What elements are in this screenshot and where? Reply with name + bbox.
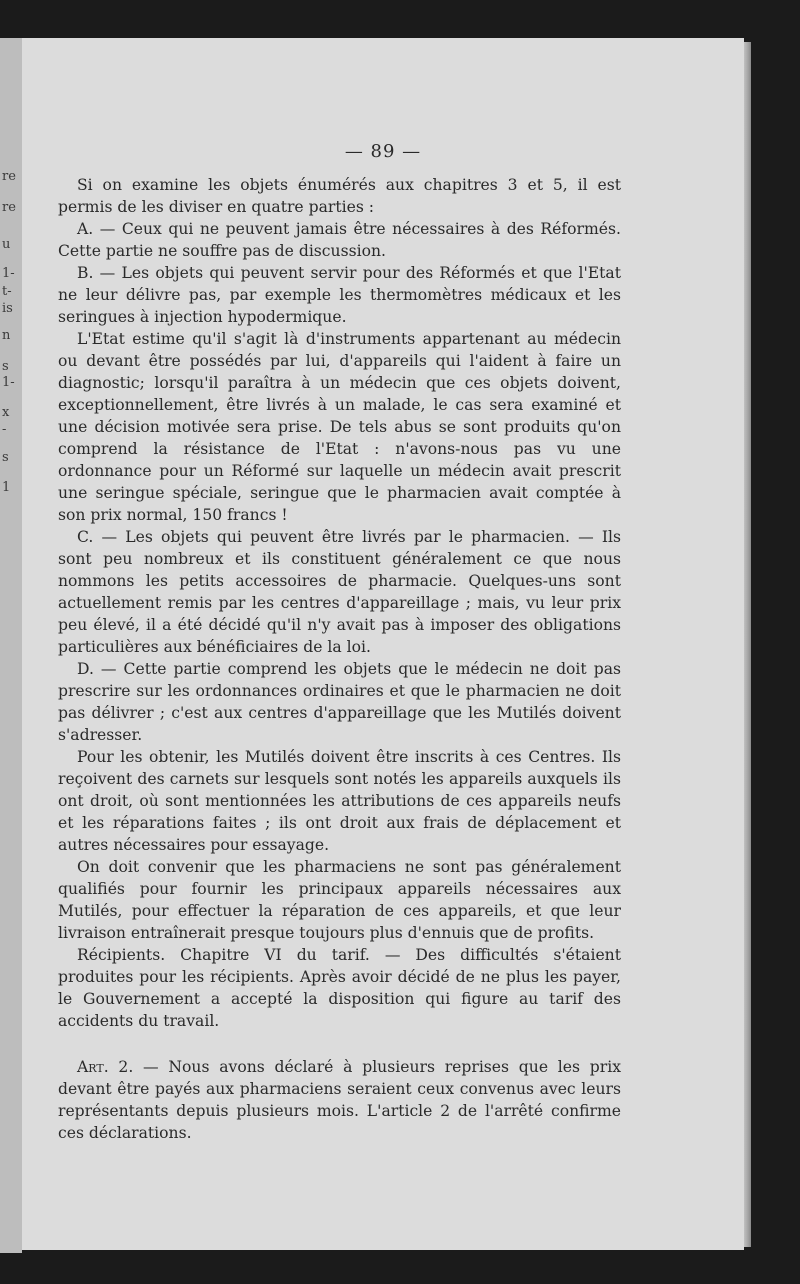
article-text: . 2. — Nous avons déclaré à plusieurs reprises que les prix devant être payés aux pharmaciens seraient ceux convenus avec leurs représentants depuis plusieurs mois. L'article 2 de l'arrêté confirme ces déclarations. — [58, 1058, 621, 1142]
paragraph-recipients: Récipients. Chapitre VI du tarif. — Des difficultés s'étaient produites pour les récipients. Après avoir décidé de ne plus les payer, le Gouvernement a accepté la disposition qui figure au tarif des accidents du travail. — [58, 946, 621, 1030]
left-page-fragment: n — [2, 328, 11, 343]
left-page-fragment: u — [2, 237, 11, 252]
paragraph-b: B. — Les objets qui peuvent servir pour des Réformés et que l'Etat ne leur délivre pas, par exemple les thermomètres médicaux et les seringues à injection hypodermique. — [58, 264, 621, 326]
paragraph-etat: L'Etat estime qu'il s'agit là d'instruments appartenant au médecin ou devant être possédés par lui, d'appareils qui l'aident à faire un diagnostic; lorsqu'il paraîtra à un médecin que ces objets doivent, exceptionnellement, être livrés à un malade, le cas sera examiné et une décision motivée sera prise. De tels abus se sont produits qu'on comprend la résistance de l'Etat : n'avons-nous pas vu une ordonnance pour un Réformé sur laquelle un médecin avait prescrit une seringue spéciale, seringue que le pharmacien avait comptée à son prix normal, 150 francs ! — [58, 330, 621, 524]
paragraph-pharmaciens: On doit convenir que les pharmaciens ne sont pas généralement qualifiés pour fournir les principaux appareils nécessaires aux Mutilés, pour effectuer la réparation de ces appareils, et que leur livraison entraînerait presque toujours plus d'ennuis que de profits. — [58, 858, 621, 942]
adjacent-page-edge — [0, 38, 22, 1253]
left-page-fragment: s — [2, 450, 9, 465]
left-page-fragment: 1 — [2, 480, 11, 495]
paragraph-obtenir: Pour les obtenir, les Mutilés doivent être inscrits à ces Centres. Ils reçoivent des carnets sur lesquels sont notés les appareils auxquels ils ont droit, où sont mentionnées les attributions de ces appareils neufs et les réparations faites ; ils ont droit aux frais de déplacement et autres nécessaires pour essayage. — [58, 748, 621, 854]
left-page-fragment: s — [2, 359, 9, 374]
paragraph-d: D. — Cette partie comprend les objets que le médecin ne doit pas prescrire sur les ordonnances ordinaires et que le pharmacien ne doit pas délivrer ; c'est aux centres d'appareillage que les Mutilés doivent s'adresser. — [58, 660, 621, 744]
paragraph-intro: Si on examine les objets énumérés aux chapitres 3 et 5, il est permis de les diviser en quatre parties : — [58, 176, 621, 216]
left-page-fragment: x — [2, 405, 10, 420]
left-page-fragment: re — [2, 200, 16, 215]
left-page-fragment: re — [2, 169, 16, 184]
body-text — [58, 174, 621, 1144]
book-page — [22, 38, 744, 1250]
left-page-fragment: - — [2, 422, 7, 437]
paragraph-article-2 — [58, 1056, 621, 1144]
left-page-fragment: 1- — [2, 266, 15, 281]
paragraph-a: A. — Ceux qui ne peuvent jamais être nécessaires à des Réformés. Cette partie ne souffre pas de discussion. — [58, 220, 621, 260]
article-label: Art — [77, 1058, 104, 1076]
page-number: — 89 — — [344, 141, 422, 162]
left-page-fragment: 1- — [2, 375, 15, 390]
paragraph-c: C. — Les objets qui peuvent être livrés par le pharmacien. — Ils sont peu nombreux et ils constituent généralement ce que nous nommons les petits accessoires de pharmacie. Quelques-uns sont actuellement remis par les centres d'appareillage ; mais, vu leur prix peu élevé, il a été décidé qu'il n'y avait pas à imposer des obligations particulières aux bénéficiaires de la loi. — [58, 528, 621, 656]
left-page-fragment: is — [2, 301, 13, 316]
left-page-fragment: t- — [2, 284, 12, 299]
